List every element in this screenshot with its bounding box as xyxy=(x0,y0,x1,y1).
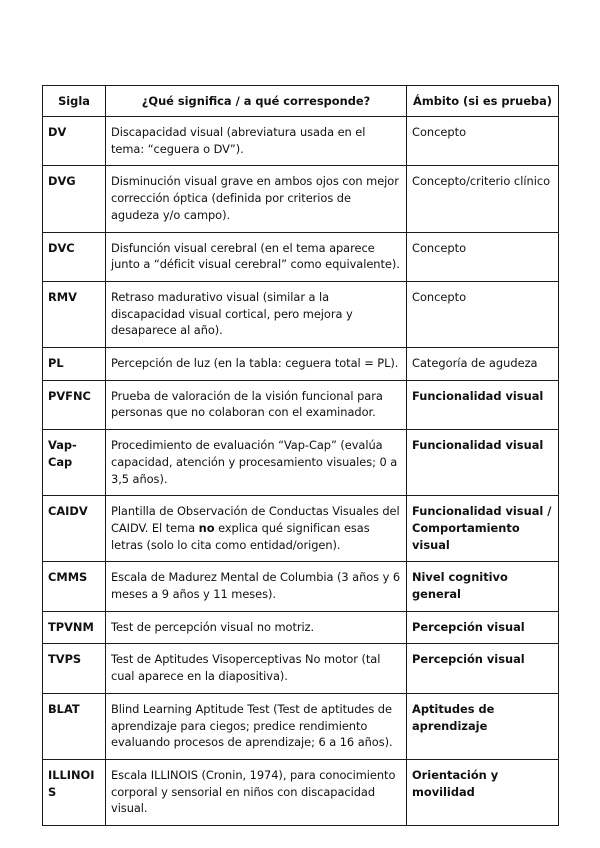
description-text: Test de percepción visual no motriz. xyxy=(111,619,315,634)
description-text: Blind Learning Aptitude Test (Test de aptitudes de aprendizaje para ciegos; predice rendimiento evaluando procesos de aprendizaje; 6 a 16 años). xyxy=(111,701,393,750)
table-header xyxy=(43,86,559,117)
sigla-cell: DVG xyxy=(43,166,106,232)
emphasis-text: no xyxy=(198,520,215,535)
ambito-cell: Percepción visual xyxy=(407,611,559,644)
table-row xyxy=(43,281,559,347)
table-row xyxy=(43,611,559,644)
description-text: Procedimiento de evaluación “Vap-Cap” (evalúa capacidad, atención y procesamiento visuales; 0 a 3,5 años). xyxy=(111,438,398,486)
ambito-cell: Aptitudes de aprendizaje xyxy=(407,693,559,759)
description-cell xyxy=(106,693,407,759)
description-text: Escala de Madurez Mental de Columbia (3 años y 6 meses a 9 años y 11 meses). xyxy=(111,570,401,602)
description-cell xyxy=(106,562,407,611)
description-cell xyxy=(106,644,407,693)
ambito-cell: Concepto/criterio clínico xyxy=(407,166,559,232)
sigla-cell: DV xyxy=(43,117,106,166)
sigla-cell: Vap-Cap xyxy=(43,430,106,496)
sigla-cell: TVPS xyxy=(43,644,106,693)
description-text: Disfunción visual cerebral (en el tema aparece junto a “déficit visual cerebral” como equivalente). xyxy=(111,240,400,272)
description-text: Test de Aptitudes Visoperceptivas No motor (tal cual aparece en la diapositiva). xyxy=(111,652,381,684)
sigla-cell: DVC xyxy=(43,232,106,281)
ambito-cell: Funcionalidad visual / Comportamiento visual xyxy=(407,496,559,562)
siglas-table xyxy=(42,85,559,826)
header-significado: ¿Qué significa / a qué corresponde? xyxy=(106,86,407,117)
table-row xyxy=(43,117,559,166)
ambito-cell: Nivel cognitivo general xyxy=(407,562,559,611)
description-cell xyxy=(106,611,407,644)
ambito-cell: Concepto xyxy=(407,281,559,347)
sigla-cell: CAIDV xyxy=(43,496,106,562)
sigla-cell: BLAT xyxy=(43,693,106,759)
header-row xyxy=(43,86,559,117)
description-text: Disminución visual grave en ambos ojos con mejor corrección óptica (definida por criterios de agudeza y/o campo). xyxy=(111,174,399,222)
table-row xyxy=(43,644,559,693)
description-cell xyxy=(106,232,407,281)
table-row xyxy=(43,166,559,232)
sigla-cell: ILLINOIS xyxy=(43,759,106,825)
ambito-cell: Funcionalidad visual xyxy=(407,430,559,496)
header-sigla: Sigla xyxy=(43,86,106,117)
ambito-cell: Concepto xyxy=(407,117,559,166)
sigla-cell: PVFNC xyxy=(43,380,106,429)
table-row xyxy=(43,562,559,611)
description-text: explica qué significan esas letras (solo lo cita como entidad/origen). xyxy=(111,520,370,552)
table-body xyxy=(43,117,559,826)
description-cell xyxy=(106,430,407,496)
description-cell xyxy=(106,166,407,232)
header-ambito: Ámbito (si es prueba) xyxy=(407,86,559,117)
sigla-cell: PL xyxy=(43,348,106,381)
description-cell xyxy=(106,281,407,347)
description-text: Prueba de valoración de la visión funcional para personas que no colaboran con el examinador. xyxy=(111,388,383,420)
description-cell xyxy=(106,759,407,825)
table-row xyxy=(43,693,559,759)
description-cell xyxy=(106,496,407,562)
ambito-cell: Percepción visual xyxy=(407,644,559,693)
table-row xyxy=(43,430,559,496)
sigla-cell: CMMS xyxy=(43,562,106,611)
description-cell xyxy=(106,380,407,429)
table-row xyxy=(43,759,559,825)
ambito-cell: Categoría de agudeza xyxy=(407,348,559,381)
ambito-cell: Orientación y movilidad xyxy=(407,759,559,825)
ambito-cell: Funcionalidad visual xyxy=(407,380,559,429)
table-row xyxy=(43,348,559,381)
description-text: Discapacidad visual (abreviatura usada en el tema: “ceguera o DV”). xyxy=(111,125,366,156)
description-text: Percepción de luz (en la tabla: ceguera total = PL). xyxy=(111,356,399,371)
table-row xyxy=(43,232,559,281)
sigla-cell: TPVNM xyxy=(43,611,106,644)
description-text: Escala ILLINOIS (Cronin, 1974), para conocimiento corporal y sensorial en niños con discapacidad visual. xyxy=(111,767,396,816)
description-cell xyxy=(106,348,407,381)
sigla-cell: RMV xyxy=(43,281,106,347)
table-row xyxy=(43,380,559,429)
description-text: Plantilla de Observación de Conductas Visuales del CAIDV. El tema xyxy=(111,504,400,535)
description-text: Retraso madurativo visual (similar a la discapacidad visual cortical, pero mejora y desaparece al año). xyxy=(111,289,353,338)
table-row xyxy=(43,496,559,562)
ambito-cell: Concepto xyxy=(407,232,559,281)
description-cell xyxy=(106,117,407,166)
